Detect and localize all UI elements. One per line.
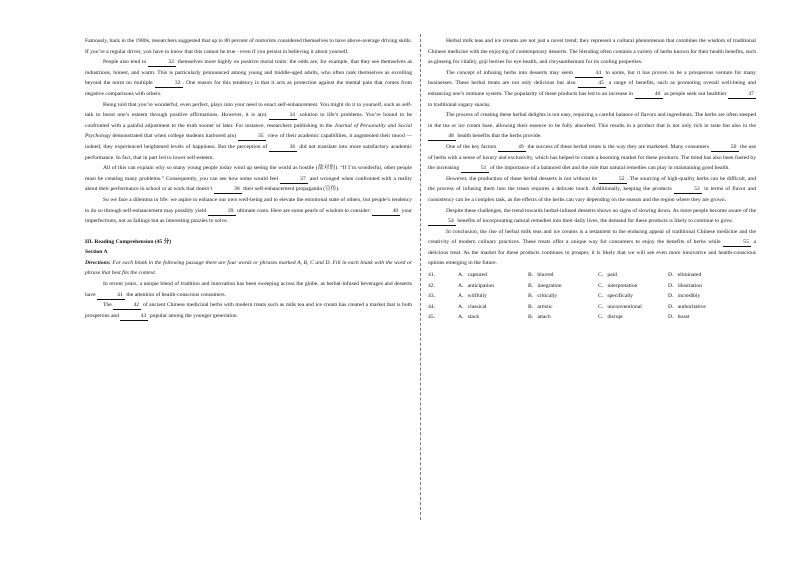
blank-32[interactable]: 32 <box>148 59 176 67</box>
blank-36[interactable]: 36 <box>269 144 297 152</box>
blank-45[interactable]: 45 <box>578 80 606 88</box>
option-c[interactable]: C．disrupt <box>598 314 623 321</box>
blank-44[interactable]: 44 <box>575 70 603 78</box>
blank-35[interactable]: 35 <box>238 133 266 141</box>
option-b[interactable]: B．critically <box>528 293 558 300</box>
paragraph: One of the key factors 49 the success of these herbal treats is the way they are marketed. Many consumers 50 the use of herbs with a sense of luxury and exclusivity, which has helped to create a booming market for these products. The trend has also been fueled by the increasing 51 of the importance of a balanced diet and the role that natural remedies can play in maintaining good health. <box>428 143 757 172</box>
blank-46[interactable]: 46 <box>635 91 663 99</box>
option-b[interactable]: B．integration <box>528 282 562 289</box>
journal-title: Journal of Personality and Social Psychology <box>85 122 412 140</box>
option-c[interactable]: C．interpretation <box>598 282 638 289</box>
option-a[interactable]: A．stack <box>458 314 480 321</box>
option-row: 42． A．anticipation B．integration C．interpretation D．illustration <box>428 281 756 292</box>
blank-54[interactable]: 54 <box>428 218 456 226</box>
blank-50[interactable]: 50 <box>711 144 739 152</box>
option-d[interactable]: D．illustration <box>668 282 702 289</box>
paragraph: In conclusion, the rise of herbal milk teas and ice creams is a testament to the enduring appeal of traditional Chinese medicine and the creativity of modern culinary practices. These treats offer a unique way for consumers to enjoy the benefits of herbs while 55 a delicious treat. As the market for these products continues to prosper, it is likely that we will see even more innovative and health-conscious options emerging in the future. <box>428 228 757 267</box>
section-label: Section A <box>85 249 108 256</box>
blank-33[interactable]: 33 <box>155 80 183 88</box>
paragraph: However, the production of these herbal desserts is not without its 52 . The sourcing of high-quality herbs can be difficult, and the process of infusing them into the treats requires a delicate touch. Additionally, keeping the products 53 in terms of flavor and consistency can be a complex task, as the effects of the herbs can vary depending on the season and the region where they are grown. <box>428 175 756 203</box>
option-c[interactable]: C．unconventional <box>598 303 642 310</box>
directions: Directions: For each blank in the following passage there are four words or phrases marked A, B, C and D. Fill in each blank with the word or phrase that best fits the context. <box>85 259 412 277</box>
blank-39[interactable]: 39 <box>208 208 236 216</box>
paragraph: The concept of infusing herbs into desserts may seem 44 to some, but it has proven to be a prosperous venture for many businesses. These herbal treats are not only delicious but also 45 a range of benefits, such as promoting overall well-being and enhancing one’s immune system. The popularity of these products has led to an increase in 46 as people seek out healthier 47 to traditional sugary snacks. <box>428 69 756 108</box>
blank-34[interactable]: 34 <box>269 112 297 120</box>
option-row: 44． A．classical B．artistic C．unconventional D．authoritative <box>428 302 756 313</box>
option-c[interactable]: C．paid <box>598 272 617 279</box>
option-d[interactable]: D．eliminated <box>668 272 702 279</box>
blank-49[interactable]: 49 <box>498 144 526 152</box>
paragraph: Herbal milk teas and ice creams are not just a novel trend; they represent a cultural phenomenon that combines the wisdom of traditional Chinese medicine with the enjoying of contemporary desserts. The blending often contains a variety of herbs known for their health benefits, such as ginseng for vitality, goji berries for eye health, and chrysanthemum for its cooling properties. <box>428 38 756 66</box>
option-a[interactable]: A．willfully <box>458 293 487 300</box>
option-c[interactable]: C．specifically <box>598 293 634 300</box>
section-heading: III. Reading Comprehension (45 分) <box>85 238 172 245</box>
blank-48[interactable]: 48 <box>428 133 456 141</box>
option-d[interactable]: D．incredibly <box>668 293 701 300</box>
blank-41[interactable]: 41 <box>97 292 125 300</box>
column-divider <box>420 34 421 520</box>
option-row: 45． A．stack B．attach C．disrupt D．boast <box>428 312 756 323</box>
paragraph: So we face a dilemma in life: we aspire to enhance our own well-being and to elevate the emotional state of others, but people’s tendency to do so through self-enhancement may possibly yield 39 ultimate costs. Here are some pearls of wisdom to consider: 40 your imperfections, not as failings but as interesting puzzles to solve. <box>85 196 413 225</box>
option-a[interactable]: A．captured <box>458 272 487 279</box>
answer-options <box>428 270 756 323</box>
paragraph: Despite these challenges, the trend towards herbal-infused desserts shows no signs of slowing down. As more people become aware of the 54 benefits of incorporating natural remedies into their daily lives, the demand for these products is likely to continue to grow. <box>428 206 756 227</box>
paragraph: Famously, back in the 1980s, researchers suggested that up to 80 percent of motorists considered themselves to have above-average driving skills. If you’re a regular driver, you have to know that this cannot be true - even if you persist in believing it about yourself. <box>85 38 412 55</box>
paragraph: People also tend to 32 themselves more highly on positive moral traits: the odds are, for example, that they see themselves as industrious, honest, and warm. This is particularly pronounced among young and middle-aged adults, who often rank themselves as excelling beyond the norm on multiple 33 . One reason for this tendency is that it acts as protection against the mental pain that comes from negative comparisons with others. <box>85 59 412 97</box>
paragraph: The 42 of ancient Chinese medicinal herbs with modern treats such as milk tea and ice cream has created a market that is both prosperous and 43 popular among the younger generation. <box>85 302 412 319</box>
paragraph: All of this can explain why so many young people today wind up seeing the world as hostile (敌对的). “If I’m wonderful, other people must be creating many problems.” Consequently, you can see how some would feel 37 and wronged when confronted with a reality about their performance in school or at work that doesn’t 38 their self-enhancement propaganda (宣传). <box>85 165 412 193</box>
paragraph: In recent years, a unique blend of tradition and innovation has been sweeping across the globe, as herbal-infused beverages and desserts have 41 the attention of health-conscious consumers. <box>85 281 412 298</box>
option-d[interactable]: D．authoritative <box>668 303 706 310</box>
blank-38[interactable]: 38 <box>214 186 242 194</box>
blank-51[interactable]: 51 <box>461 165 489 173</box>
option-b[interactable]: B．artistic <box>528 303 553 310</box>
blank-52[interactable]: 52 <box>599 176 627 184</box>
option-b[interactable]: B．blurred <box>528 272 554 279</box>
option-a[interactable]: A．anticipation <box>458 282 495 289</box>
option-row: 41． A．captured B．blurred C．paid D．eliminated <box>428 270 756 281</box>
right-column <box>428 36 756 323</box>
option-d[interactable]: D．boast <box>668 314 690 321</box>
blank-47[interactable]: 47 <box>728 91 756 99</box>
blank-37[interactable]: 37 <box>280 176 308 184</box>
option-row: 43． A．willfully B．critically C．specifically D．incredibly <box>428 291 756 302</box>
option-b[interactable]: B．attach <box>528 314 551 321</box>
blank-53[interactable]: 53 <box>674 186 702 194</box>
left-column <box>85 36 412 321</box>
blank-55[interactable]: 55 <box>723 239 751 247</box>
paragraph: The process of creating these herbal delights is not easy, requiring a careful balance of flavors and ingredients. The herbs are often steeped in the tea or ice cream base, allowing their essence to be fully absorbed. This results in a product that is not only rich in taste but also in the 48 health benefits that the herbs provide. <box>428 112 756 140</box>
blank-43[interactable]: 43 <box>120 313 148 321</box>
blank-40[interactable]: 40 <box>372 208 400 216</box>
blank-42[interactable]: 42 <box>113 302 141 310</box>
paragraph: Being told that you’re wonderful, even perfect, plays into your need to enact self-enhancement. You might do it to yourself, such as self-talk to boost one’s esteem through positive affirmations. However, it is a(n) 34 solution to life’s problems. You’re bound to be confronted with a painful adjustment to the truth sooner or later. For instance, researchers publishing in the Journal of Personality and Social Psychology demonstrated that when college students harbored a(n) 35 view of their academic capabilities, it augmented their mood — indeed, they experienced heightened levels of happiness. But the perception of 36 did not translate into more satisfactory academic performance. In fact, that in part led to lower self-esteem. <box>85 101 412 161</box>
option-a[interactable]: A．classical <box>458 303 487 310</box>
